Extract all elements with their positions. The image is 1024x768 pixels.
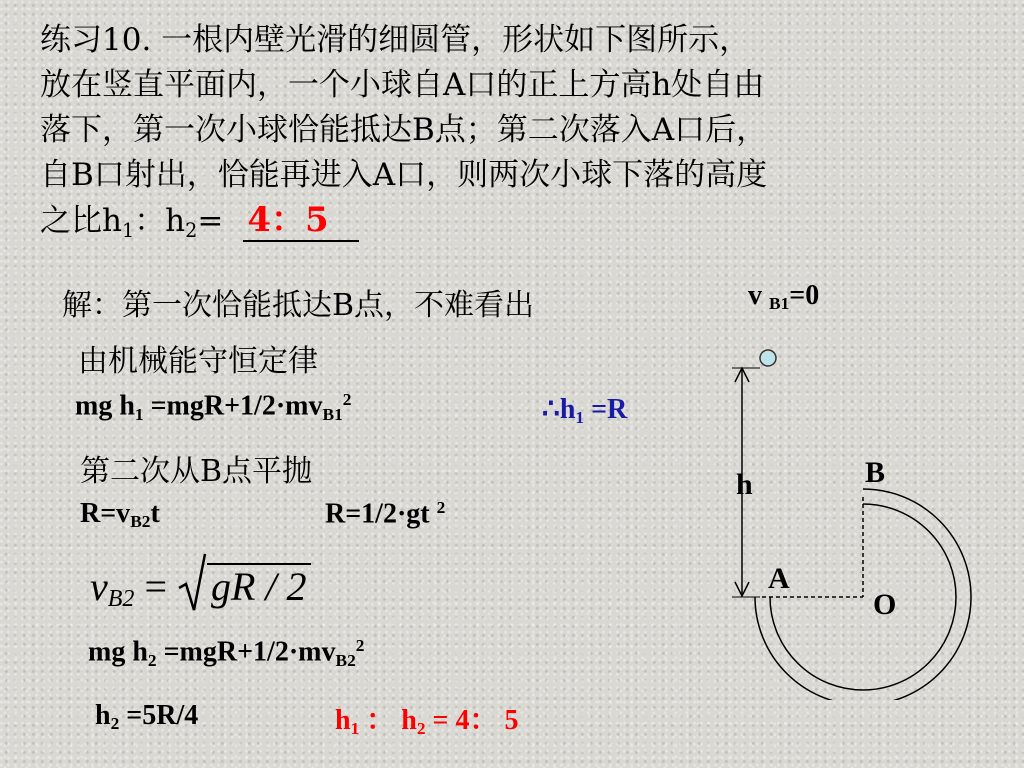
problem-line-2: 放在竖直平面内，一个小球自A口的正上方高h处自由 — [40, 67, 765, 103]
eq1-b: =mgR+1/2·mv — [143, 390, 323, 422]
eq1-sup: 2 — [342, 390, 352, 409]
eq4-b: =mgR+1/2·mv — [156, 636, 336, 668]
equation-3 — [325, 498, 445, 531]
eq1-a: mg h — [75, 390, 135, 422]
ratio-sub2: 2 — [416, 719, 426, 739]
problem-line-4: 自B口射出，恰能再进入A口，则两次小球下落的高度 — [40, 157, 768, 193]
problem-line-1: 练习10. 一根内壁光滑的细圆管，形状如下图所示， — [40, 22, 751, 58]
line5-sub1: 1 — [121, 218, 135, 242]
energy-law: 由机械能守恒定律 — [78, 344, 318, 379]
ratio-sub1: 1 — [350, 719, 360, 739]
therefore-rest: =R — [584, 394, 628, 425]
solution-intro: 解：第一次恰能抵达B点，不难看出 — [62, 288, 535, 323]
equation-4 — [88, 636, 364, 671]
eq4-sub2: B2 — [335, 650, 356, 670]
eq1-sub2: B1 — [322, 404, 343, 424]
eq2-a: R=v — [80, 498, 131, 529]
vb1-sub: B1 — [769, 294, 790, 314]
eq2-b: t — [150, 498, 160, 529]
sqrt-symbol-icon — [177, 552, 207, 614]
line5-mid: ：h — [134, 203, 186, 239]
vb2-formula — [90, 552, 311, 614]
h2-a: h — [95, 700, 111, 731]
ball-icon — [760, 350, 776, 366]
therefore-symbol: ∴h — [542, 394, 576, 425]
label-B: B — [865, 456, 886, 489]
h2-result — [95, 700, 198, 734]
equation-2 — [80, 498, 160, 532]
eq1-sub1: 1 — [134, 404, 144, 424]
problem-statement — [40, 18, 1000, 253]
therefore-h1 — [542, 392, 627, 428]
vb2-v: v — [90, 564, 108, 609]
vb1-statement — [748, 280, 819, 314]
therefore-sub: 1 — [575, 408, 585, 428]
h2-sub: 2 — [110, 714, 120, 734]
eq3-sup: 2 — [436, 498, 446, 517]
answer-blank: 4：5 — [243, 200, 358, 242]
final-ratio — [335, 698, 519, 739]
ratio-mid: ： h — [359, 705, 417, 736]
equation-1 — [75, 390, 351, 425]
tube-diagram-svg — [720, 340, 1000, 700]
tube-diagram — [720, 340, 1000, 700]
label-O: O — [873, 588, 897, 621]
problem-line-3: 落下，第一次小球恰能抵达B点；第二次落入A口后， — [40, 112, 768, 148]
vb1-v: v — [748, 280, 762, 311]
vb1-eq: =0 — [789, 280, 820, 311]
h2-b: =5R/4 — [119, 700, 199, 731]
line5-prefix: 之比h — [40, 203, 122, 239]
ratio-a: h — [335, 705, 351, 736]
problem-line-5 — [40, 198, 1000, 253]
eq3-text: R=1/2·gt — [325, 498, 437, 530]
second-case: 第二次从B点平抛 — [80, 454, 313, 489]
label-h: h — [736, 468, 753, 501]
eq4-sup: 2 — [355, 636, 365, 655]
line5-eq: = — [197, 203, 224, 239]
line5-sub2: 2 — [185, 218, 198, 242]
label-A: A — [768, 562, 790, 595]
ratio-end: = 4： 5 — [425, 705, 519, 736]
vb2-eq: = — [134, 564, 177, 609]
eq4-sub1: 2 — [147, 650, 157, 670]
vb2-sub: B2 — [107, 586, 135, 612]
eq4-a: mg h — [88, 636, 148, 668]
eq2-sub: B2 — [130, 512, 151, 532]
vb2-radicand: gR / 2 — [207, 563, 311, 609]
